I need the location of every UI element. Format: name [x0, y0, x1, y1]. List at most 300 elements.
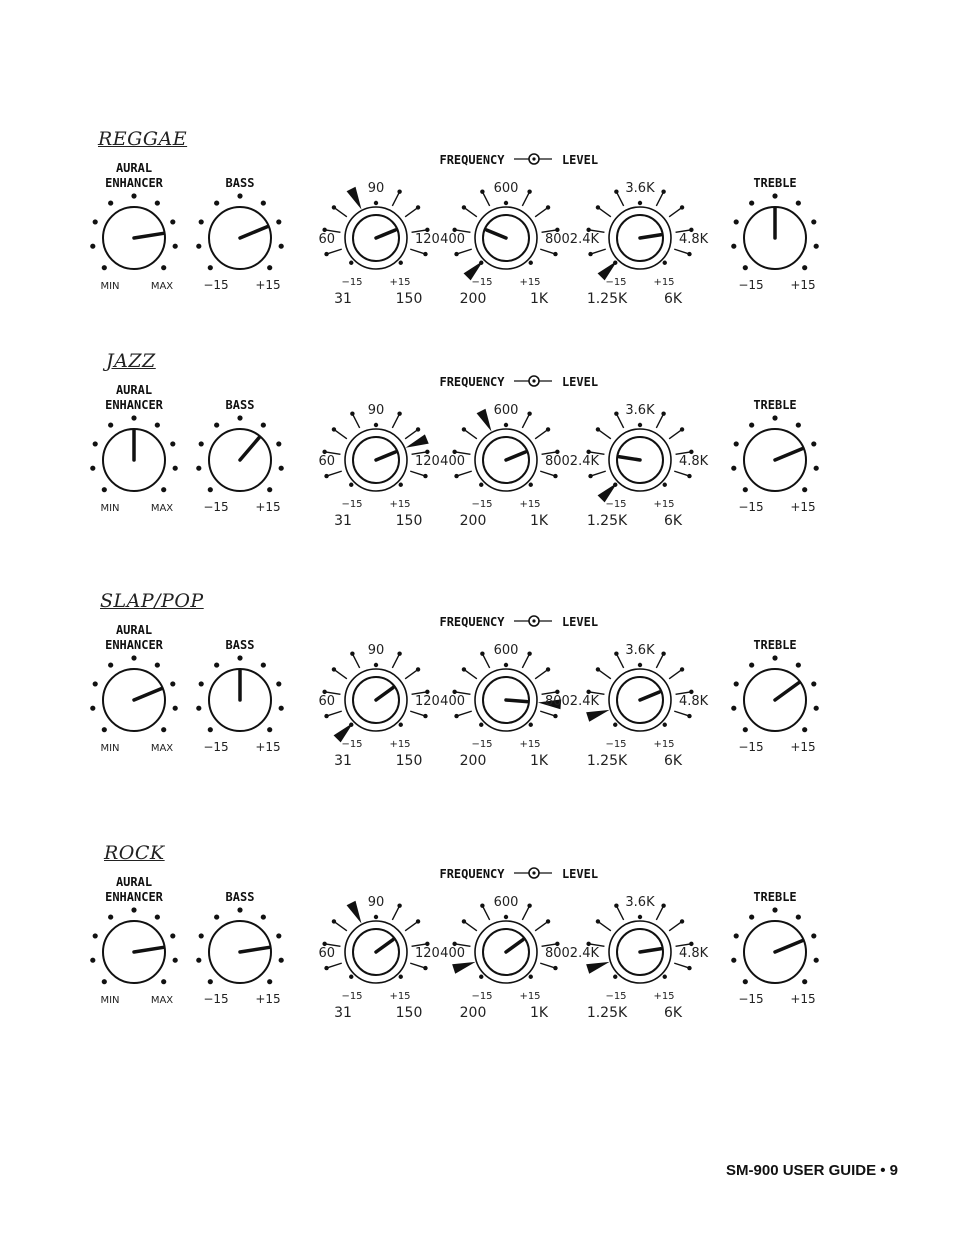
- scale-dot: [276, 441, 281, 446]
- scale-min-label: −15: [738, 278, 764, 292]
- scale-dot: [199, 219, 204, 224]
- tick-dot: [504, 423, 508, 427]
- level-min-label: −15: [471, 277, 493, 288]
- tick-dot: [479, 723, 483, 727]
- frequency-arrow: [347, 901, 362, 924]
- scale-dot: [237, 193, 242, 198]
- freq-left-label: 60: [318, 454, 335, 469]
- tick-dot: [324, 252, 328, 256]
- level-label: LEVEL: [561, 867, 599, 881]
- tick-dot: [397, 903, 401, 907]
- aural-enhancer-knob: [90, 655, 178, 754]
- level-max-label: +15: [389, 739, 411, 750]
- scale-min-label: MIN: [100, 281, 120, 292]
- tick-dot: [504, 663, 508, 667]
- tick-dot: [527, 651, 531, 655]
- freq-top-label: 3.6K: [625, 895, 655, 910]
- scale-dot: [731, 466, 736, 471]
- scale-dot: [237, 655, 242, 660]
- scale-dot: [261, 662, 266, 667]
- tick-dot: [397, 189, 401, 193]
- level-min-label: −15: [471, 499, 493, 510]
- scale-dot: [214, 914, 219, 919]
- range-high-label: 6K: [663, 513, 683, 529]
- tick-line: [522, 906, 529, 920]
- tick-line: [598, 207, 611, 216]
- scale-min-label: MIN: [100, 503, 120, 514]
- tick-line: [405, 669, 418, 678]
- tick-dot: [416, 919, 420, 923]
- tick-dot: [462, 427, 466, 431]
- freq-top-label: 90: [367, 643, 385, 658]
- tick-dot: [374, 201, 378, 205]
- eq-high-knob: [570, 403, 709, 529]
- scale-dot: [196, 244, 201, 249]
- scale-dot: [108, 422, 113, 427]
- frequency-label: FREQUENCY: [439, 867, 505, 881]
- tick-line: [464, 207, 477, 216]
- scale-dot: [734, 441, 739, 446]
- range-high-label: 1K: [529, 513, 549, 529]
- scale-dot: [267, 265, 272, 270]
- tick-dot: [638, 201, 642, 205]
- tick-line: [616, 414, 623, 428]
- tick-line: [540, 249, 555, 254]
- tick-dot: [454, 252, 458, 256]
- tick-dot: [680, 667, 684, 671]
- level-max-label: +15: [519, 991, 541, 1002]
- range-low-label: 200: [459, 513, 487, 529]
- tick-dot: [399, 483, 403, 487]
- tick-dot: [663, 261, 667, 265]
- tick-line: [535, 429, 548, 438]
- range-low-label: 1.25K: [586, 291, 628, 307]
- tick-dot: [454, 474, 458, 478]
- tick-line: [327, 471, 342, 476]
- scale-max-label: +15: [790, 992, 816, 1006]
- tick-dot: [687, 252, 691, 256]
- freq-top-label: 90: [367, 403, 385, 418]
- bass-label: BASS: [225, 398, 255, 412]
- scale-min-label: −15: [738, 740, 764, 754]
- tick-dot: [454, 714, 458, 718]
- level-label: LEVEL: [561, 375, 599, 389]
- tick-line: [410, 711, 425, 716]
- tick-dot: [399, 723, 403, 727]
- scale-dot: [811, 933, 816, 938]
- aural-label-line2: ENHANCER: [105, 638, 163, 652]
- tick-dot: [663, 723, 667, 727]
- tick-dot: [349, 261, 353, 265]
- freq-right-label: 4.8K: [679, 454, 709, 469]
- tick-dot: [349, 975, 353, 979]
- freq-left-label: 400: [440, 232, 465, 247]
- scale-dot: [155, 200, 160, 205]
- range-high-label: 150: [395, 291, 423, 307]
- tick-line: [616, 906, 623, 920]
- scale-dot: [261, 914, 266, 919]
- freq-right-label: 800: [545, 232, 570, 247]
- tick-line: [482, 654, 489, 668]
- freq-right-label: 4.8K: [679, 694, 709, 709]
- freq-top-label: 3.6K: [625, 643, 655, 658]
- scale-dot: [173, 958, 178, 963]
- tick-line: [598, 921, 611, 930]
- tick-line: [669, 429, 682, 438]
- scale-dot: [155, 422, 160, 427]
- range-high-label: 6K: [663, 753, 683, 769]
- scale-dot: [276, 681, 281, 686]
- preset-section-jazz: [0, 350, 954, 560]
- tick-line: [334, 669, 347, 678]
- tick-line: [334, 429, 347, 438]
- tick-dot: [529, 975, 533, 979]
- tick-dot: [661, 189, 665, 193]
- scale-dot: [743, 487, 748, 492]
- freq-left-label: 2.4K: [569, 946, 599, 961]
- scale-dot: [811, 219, 816, 224]
- level-min-label: −15: [471, 739, 493, 750]
- eq-high-knob: [570, 181, 709, 307]
- scale-dot: [772, 193, 777, 198]
- tick-dot: [349, 483, 353, 487]
- scale-dot: [734, 219, 739, 224]
- freq-left-label: 60: [318, 232, 335, 247]
- level-min-label: −15: [341, 991, 363, 1002]
- bass-knob: [196, 655, 284, 754]
- freq-left-label: 2.4K: [569, 454, 599, 469]
- scale-dot: [131, 655, 136, 660]
- scale-dot: [814, 466, 819, 471]
- scale-dot: [279, 244, 284, 249]
- scale-max-label: +15: [255, 500, 281, 514]
- range-low-label: 200: [459, 291, 487, 307]
- tick-dot: [687, 474, 691, 478]
- range-high-label: 150: [395, 513, 423, 529]
- tick-line: [674, 963, 689, 968]
- tick-dot: [527, 903, 531, 907]
- scale-dot: [749, 200, 754, 205]
- bass-label: BASS: [225, 890, 255, 904]
- preset-controls-jazz: [0, 350, 954, 560]
- scale-max-label: +15: [255, 278, 281, 292]
- tick-line: [405, 429, 418, 438]
- tick-dot: [324, 714, 328, 718]
- tick-dot: [423, 966, 427, 970]
- tick-dot: [687, 966, 691, 970]
- scale-max-label: +15: [255, 740, 281, 754]
- frequency-label: FREQUENCY: [439, 375, 505, 389]
- scale-dot: [811, 681, 816, 686]
- tick-dot: [332, 205, 336, 209]
- scale-min-label: −15: [738, 500, 764, 514]
- freq-left-label: 400: [440, 454, 465, 469]
- scale-min-label: −15: [738, 992, 764, 1006]
- tick-dot: [614, 411, 618, 415]
- scale-dot: [208, 265, 213, 270]
- tick-line: [464, 429, 477, 438]
- preset-section-reggae: [0, 128, 954, 338]
- range-high-label: 1K: [529, 753, 549, 769]
- tick-dot: [479, 483, 483, 487]
- freq-right-label: 4.8K: [679, 946, 709, 961]
- scale-dot: [173, 466, 178, 471]
- frequency-label: FREQUENCY: [439, 153, 505, 167]
- tick-line: [656, 654, 663, 668]
- tick-line: [327, 249, 342, 254]
- tick-line: [591, 249, 606, 254]
- tick-line: [392, 654, 399, 668]
- level-label: LEVEL: [561, 615, 599, 629]
- tick-line: [540, 711, 555, 716]
- scale-dot: [90, 244, 95, 249]
- frequency-arrow: [586, 962, 609, 974]
- scale-dot: [93, 441, 98, 446]
- preset-title: JAZZ: [106, 350, 156, 372]
- aural-enhancer-knob: [90, 193, 178, 292]
- tick-dot: [324, 966, 328, 970]
- concentric-knob-icon-center: [532, 379, 535, 382]
- level-max-label: +15: [653, 277, 675, 288]
- tick-dot: [596, 205, 600, 209]
- freq-right-label: 120: [415, 232, 440, 247]
- scale-dot: [102, 487, 107, 492]
- tick-dot: [527, 411, 531, 415]
- freq-top-label: 3.6K: [625, 403, 655, 418]
- scale-dot: [261, 422, 266, 427]
- range-high-label: 1K: [529, 1005, 549, 1021]
- tick-line: [405, 921, 418, 930]
- scale-dot: [731, 244, 736, 249]
- scale-dot: [161, 265, 166, 270]
- tick-line: [392, 414, 399, 428]
- tick-line: [327, 963, 342, 968]
- range-low-label: 200: [459, 1005, 487, 1021]
- tick-line: [522, 414, 529, 428]
- tick-dot: [527, 189, 531, 193]
- preset-section-rock: [0, 842, 954, 1052]
- preset-section-slap-pop: [0, 590, 954, 800]
- tick-line: [669, 207, 682, 216]
- tick-dot: [529, 723, 533, 727]
- treble-knob: [731, 415, 819, 514]
- tick-dot: [553, 966, 557, 970]
- freq-left-label: 400: [440, 946, 465, 961]
- tick-dot: [416, 427, 420, 431]
- freq-left-label: 2.4K: [569, 694, 599, 709]
- scale-dot: [267, 487, 272, 492]
- level-min-label: −15: [341, 739, 363, 750]
- scale-max-label: +15: [790, 500, 816, 514]
- level-max-label: +15: [653, 991, 675, 1002]
- eq-low-knob: [318, 643, 439, 769]
- scale-dot: [170, 681, 175, 686]
- tick-dot: [374, 915, 378, 919]
- scale-dot: [796, 422, 801, 427]
- tick-line: [410, 249, 425, 254]
- eq-high-knob: [570, 643, 709, 769]
- tick-dot: [397, 411, 401, 415]
- tick-dot: [332, 427, 336, 431]
- scale-dot: [161, 487, 166, 492]
- tick-line: [656, 414, 663, 428]
- eq-high-knob: [570, 895, 709, 1021]
- aural-label-line2: ENHANCER: [105, 176, 163, 190]
- scale-dot: [199, 933, 204, 938]
- range-low-label: 31: [334, 753, 352, 769]
- scale-max-label: +15: [790, 278, 816, 292]
- freq-right-label: 120: [415, 454, 440, 469]
- tick-line: [334, 921, 347, 930]
- scale-dot: [196, 958, 201, 963]
- scale-dot: [279, 466, 284, 471]
- tick-dot: [596, 919, 600, 923]
- scale-dot: [814, 244, 819, 249]
- tick-dot: [613, 723, 617, 727]
- level-max-label: +15: [389, 277, 411, 288]
- freq-top-label: 600: [493, 895, 519, 910]
- scale-dot: [93, 933, 98, 938]
- scale-dot: [173, 706, 178, 711]
- scale-dot: [208, 727, 213, 732]
- scale-dot: [214, 200, 219, 205]
- eq-low-knob: [318, 895, 439, 1021]
- scale-dot: [199, 441, 204, 446]
- scale-dot: [173, 244, 178, 249]
- tick-dot: [462, 667, 466, 671]
- tick-dot: [596, 427, 600, 431]
- tick-dot: [638, 915, 642, 919]
- level-min-label: −15: [471, 991, 493, 1002]
- tick-line: [656, 192, 663, 206]
- frequency-level-header: [439, 615, 598, 629]
- tick-dot: [638, 663, 642, 667]
- tick-line: [464, 921, 477, 930]
- scale-min-label: MIN: [100, 743, 120, 754]
- tick-dot: [480, 189, 484, 193]
- frequency-arrow: [477, 409, 492, 432]
- tick-line: [410, 471, 425, 476]
- eq-mid-knob: [440, 895, 570, 1021]
- scale-dot: [170, 933, 175, 938]
- tick-line: [669, 921, 682, 930]
- tick-dot: [553, 474, 557, 478]
- tick-dot: [588, 474, 592, 478]
- tick-line: [540, 471, 555, 476]
- scale-dot: [267, 727, 272, 732]
- level-max-label: +15: [389, 991, 411, 1002]
- tick-line: [535, 207, 548, 216]
- scale-dot: [237, 415, 242, 420]
- tick-dot: [332, 919, 336, 923]
- eq-low-knob: [318, 181, 439, 307]
- freq-right-label: 800: [545, 946, 570, 961]
- tick-dot: [546, 427, 550, 431]
- level-max-label: +15: [519, 499, 541, 510]
- scale-dot: [731, 706, 736, 711]
- range-high-label: 150: [395, 753, 423, 769]
- scale-dot: [131, 415, 136, 420]
- scale-dot: [749, 662, 754, 667]
- tick-dot: [663, 975, 667, 979]
- tick-dot: [553, 714, 557, 718]
- scale-dot: [279, 958, 284, 963]
- scale-dot: [276, 219, 281, 224]
- level-min-label: −15: [605, 499, 627, 510]
- treble-knob: [731, 907, 819, 1006]
- tick-dot: [546, 919, 550, 923]
- frequency-level-header: [439, 375, 598, 389]
- scale-dot: [102, 265, 107, 270]
- aural-label-line2: ENHANCER: [105, 398, 163, 412]
- concentric-knob-icon-center: [532, 157, 535, 160]
- level-min-label: −15: [341, 277, 363, 288]
- frequency-arrow: [347, 187, 362, 210]
- scale-dot: [196, 466, 201, 471]
- tick-dot: [661, 903, 665, 907]
- preset-title: ROCK: [104, 842, 165, 864]
- bass-label: BASS: [225, 638, 255, 652]
- scale-dot: [749, 422, 754, 427]
- treble-label: TREBLE: [753, 890, 797, 904]
- scale-dot: [743, 727, 748, 732]
- level-pointer: [506, 700, 527, 702]
- tick-dot: [680, 919, 684, 923]
- freq-right-label: 4.8K: [679, 232, 709, 247]
- tick-dot: [480, 903, 484, 907]
- tick-dot: [661, 651, 665, 655]
- scale-dot: [772, 415, 777, 420]
- scale-dot: [802, 487, 807, 492]
- level-min-label: −15: [341, 499, 363, 510]
- bass-knob: [196, 193, 284, 292]
- tick-line: [540, 963, 555, 968]
- scale-dot: [276, 933, 281, 938]
- scale-dot: [108, 914, 113, 919]
- tick-line: [457, 711, 472, 716]
- scale-dot: [743, 265, 748, 270]
- tick-line: [616, 654, 623, 668]
- freq-left-label: 400: [440, 694, 465, 709]
- range-low-label: 1.25K: [586, 513, 628, 529]
- tick-dot: [350, 411, 354, 415]
- level-min-label: −15: [605, 277, 627, 288]
- scale-dot: [772, 655, 777, 660]
- tick-line: [674, 249, 689, 254]
- range-low-label: 31: [334, 513, 352, 529]
- scale-dot: [734, 681, 739, 686]
- range-high-label: 6K: [663, 291, 683, 307]
- range-low-label: 31: [334, 1005, 352, 1021]
- tick-dot: [504, 201, 508, 205]
- tick-line: [591, 471, 606, 476]
- tick-dot: [614, 903, 618, 907]
- scale-dot: [814, 958, 819, 963]
- tick-dot: [399, 261, 403, 265]
- tick-dot: [680, 427, 684, 431]
- scale-min-label: −15: [203, 740, 229, 754]
- tick-line: [669, 669, 682, 678]
- page-footer: SM-900 USER GUIDE • 9: [726, 1162, 898, 1179]
- freq-left-label: 60: [318, 946, 335, 961]
- tick-dot: [462, 205, 466, 209]
- scale-dot: [93, 681, 98, 686]
- eq-mid-knob: [440, 403, 570, 529]
- tick-dot: [663, 483, 667, 487]
- tick-line: [410, 963, 425, 968]
- tick-line: [392, 192, 399, 206]
- tick-line: [464, 669, 477, 678]
